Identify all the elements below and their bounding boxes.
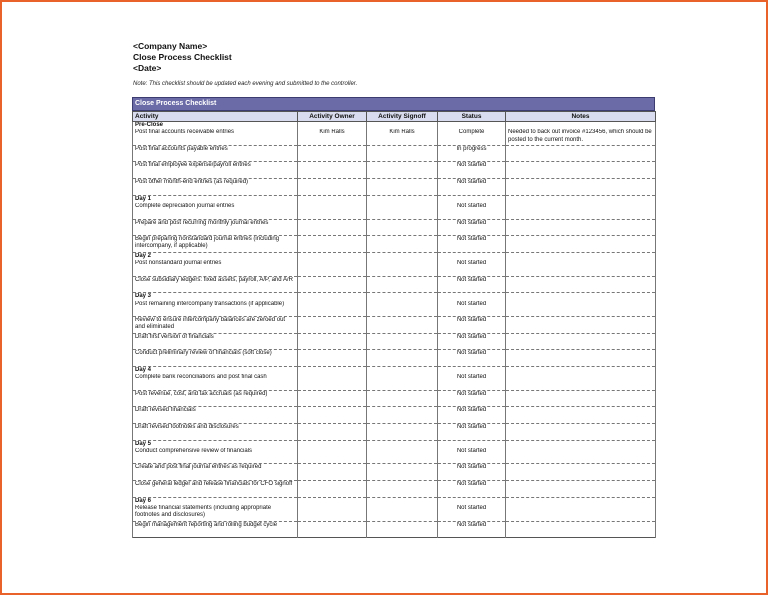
- activity-cell[interactable]: Post revenue, cost, and tax accruals (as required): [133, 390, 298, 407]
- activity-cell[interactable]: Post final accounts receivable entries: [133, 129, 298, 145]
- signoff-cell[interactable]: [367, 317, 438, 334]
- section-spacer-cell: [298, 195, 367, 203]
- status-cell[interactable]: Not started: [438, 407, 506, 424]
- checklist-sheet: [132, 97, 655, 538]
- table-row: [133, 374, 656, 390]
- section-spacer-cell: [438, 366, 506, 374]
- table-row: [133, 162, 656, 179]
- notes-cell[interactable]: [506, 145, 656, 162]
- table-row: [133, 423, 656, 440]
- signoff-cell[interactable]: [367, 521, 438, 538]
- activity-cell[interactable]: Draft revised footnotes and disclosures: [133, 423, 298, 440]
- table-row: [133, 448, 656, 464]
- signoff-cell[interactable]: [367, 219, 438, 236]
- column-header-owner[interactable]: Activity Owner: [298, 112, 367, 122]
- activity-cell[interactable]: Complete bank reconciliations and post final cash: [133, 374, 298, 390]
- status-cell[interactable]: Not started: [438, 219, 506, 236]
- activity-cell[interactable]: Draft first version of financials: [133, 333, 298, 350]
- section-spacer-cell: [367, 366, 438, 374]
- section-spacer-cell: [367, 293, 438, 301]
- section-spacer-cell: [298, 122, 367, 130]
- notes-cell[interactable]: [506, 317, 656, 334]
- section-row: [133, 440, 656, 448]
- signoff-cell[interactable]: Kim Ralls: [367, 129, 438, 145]
- table-row: [133, 236, 656, 253]
- table-row: [133, 301, 656, 317]
- activity-cell[interactable]: Close general ledger and release financials for CFO signoff: [133, 481, 298, 498]
- section-spacer-cell: [438, 195, 506, 203]
- section-spacer-cell: [506, 252, 656, 260]
- status-cell[interactable]: Not started: [438, 317, 506, 334]
- signoff-cell[interactable]: [367, 236, 438, 253]
- owner-cell[interactable]: [298, 301, 367, 317]
- signoff-cell[interactable]: [367, 481, 438, 498]
- activity-cell[interactable]: Create and post final journal entries as required: [133, 464, 298, 481]
- section-spacer-cell: [298, 440, 367, 448]
- notes-cell[interactable]: [506, 374, 656, 390]
- owner-cell[interactable]: [298, 260, 367, 276]
- section-spacer-cell: [367, 195, 438, 203]
- section-spacer-cell: [506, 366, 656, 374]
- owner-cell[interactable]: [298, 350, 367, 367]
- section-label: Day 6: [133, 497, 298, 505]
- owner-cell[interactable]: [298, 464, 367, 481]
- owner-cell[interactable]: [298, 390, 367, 407]
- owner-cell[interactable]: [298, 407, 367, 424]
- activity-cell[interactable]: Review to ensure intercompany balances are zeroed out and eliminated: [133, 317, 298, 334]
- section-spacer-cell: [506, 293, 656, 301]
- activity-cell[interactable]: Begin management reporting and rolling budget cycle: [133, 521, 298, 538]
- notes-cell[interactable]: Needed to back out invoice #123456, which should be posted to the current month.: [506, 129, 656, 145]
- signoff-cell[interactable]: [367, 260, 438, 276]
- signoff-cell[interactable]: [367, 448, 438, 464]
- table-row: [133, 317, 656, 334]
- section-spacer-cell: [298, 252, 367, 260]
- notes-cell[interactable]: [506, 301, 656, 317]
- notes-cell[interactable]: [506, 203, 656, 219]
- section-spacer-cell: [438, 293, 506, 301]
- owner-cell[interactable]: [298, 374, 367, 390]
- table-row: [133, 350, 656, 367]
- document-header: [133, 41, 232, 74]
- table-row: [133, 505, 656, 521]
- section-spacer-cell: [367, 497, 438, 505]
- owner-cell[interactable]: [298, 448, 367, 464]
- section-row: [133, 497, 656, 505]
- status-cell[interactable]: Not started: [438, 333, 506, 350]
- activity-cell[interactable]: Post nonstandard journal entries: [133, 260, 298, 276]
- notes-cell[interactable]: [506, 448, 656, 464]
- table-row: [133, 129, 656, 145]
- signoff-cell[interactable]: [367, 301, 438, 317]
- status-cell[interactable]: Not started: [438, 276, 506, 293]
- activity-cell[interactable]: Release financial statements (including appropriate footnotes and disclosures): [133, 505, 298, 521]
- notes-cell[interactable]: [506, 276, 656, 293]
- signoff-cell[interactable]: [367, 505, 438, 521]
- table-row: [133, 179, 656, 196]
- activity-cell[interactable]: Prepare and post recurring monthly journal entries: [133, 219, 298, 236]
- owner-cell[interactable]: [298, 276, 367, 293]
- status-cell[interactable]: Not started: [438, 162, 506, 179]
- signoff-cell[interactable]: [367, 276, 438, 293]
- table-row: [133, 276, 656, 293]
- notes-cell[interactable]: [506, 162, 656, 179]
- status-cell[interactable]: Not started: [438, 301, 506, 317]
- status-cell[interactable]: Not started: [438, 374, 506, 390]
- section-label: Day 3: [133, 293, 298, 301]
- notes-cell[interactable]: [506, 179, 656, 196]
- activity-cell[interactable]: Post remaining intercompany transactions (if applicable): [133, 301, 298, 317]
- section-spacer-cell: [438, 122, 506, 130]
- owner-cell[interactable]: [298, 203, 367, 219]
- owner-cell[interactable]: [298, 481, 367, 498]
- owner-cell[interactable]: [298, 145, 367, 162]
- signoff-cell[interactable]: [367, 464, 438, 481]
- section-spacer-cell: [298, 293, 367, 301]
- table-row: [133, 219, 656, 236]
- section-row: [133, 122, 656, 130]
- section-spacer-cell: [438, 252, 506, 260]
- column-header-signoff[interactable]: Activity Signoff: [367, 112, 438, 122]
- notes-cell[interactable]: [506, 464, 656, 481]
- owner-cell[interactable]: Kim Ralls: [298, 129, 367, 145]
- signoff-cell[interactable]: [367, 407, 438, 424]
- notes-cell[interactable]: [506, 390, 656, 407]
- status-cell[interactable]: Not started: [438, 464, 506, 481]
- status-cell[interactable]: Not started: [438, 521, 506, 538]
- column-header-status[interactable]: Status: [438, 112, 506, 122]
- notes-cell[interactable]: [506, 505, 656, 521]
- section-spacer-cell: [506, 440, 656, 448]
- signoff-cell[interactable]: [367, 423, 438, 440]
- notes-cell[interactable]: [506, 260, 656, 276]
- status-cell[interactable]: Not started: [438, 448, 506, 464]
- signoff-cell[interactable]: [367, 162, 438, 179]
- owner-cell[interactable]: [298, 333, 367, 350]
- activity-cell[interactable]: Complete depreciation journal entries: [133, 203, 298, 219]
- section-row: [133, 293, 656, 301]
- signoff-cell[interactable]: [367, 350, 438, 367]
- column-header-activity[interactable]: Activity: [133, 112, 298, 122]
- instruction-note: Note: This checklist should be updated each evening and submitted to the controller.: [133, 81, 358, 87]
- table-row: [133, 203, 656, 219]
- table-row: [133, 145, 656, 162]
- section-spacer-cell: [367, 440, 438, 448]
- activity-cell[interactable]: Conduct comprehensive review of financials: [133, 448, 298, 464]
- table-row: [133, 390, 656, 407]
- notes-cell[interactable]: [506, 423, 656, 440]
- checklist-body: [133, 122, 656, 538]
- section-row: [133, 195, 656, 203]
- status-cell[interactable]: Not started: [438, 390, 506, 407]
- section-label: Pre-Close: [133, 122, 298, 130]
- status-cell[interactable]: Complete: [438, 129, 506, 145]
- section-label: Day 5: [133, 440, 298, 448]
- section-spacer-cell: [298, 497, 367, 505]
- status-cell[interactable]: Not started: [438, 179, 506, 196]
- signoff-cell[interactable]: [367, 374, 438, 390]
- section-spacer-cell: [506, 497, 656, 505]
- signoff-cell[interactable]: [367, 390, 438, 407]
- activity-cell[interactable]: Begin preparing nonstandard journal entries (including intercompany, if applicable): [133, 236, 298, 253]
- signoff-cell[interactable]: [367, 203, 438, 219]
- section-spacer-cell: [298, 366, 367, 374]
- activity-cell[interactable]: Draft revised financials: [133, 407, 298, 424]
- notes-cell[interactable]: [506, 219, 656, 236]
- document-date: <Date>: [133, 63, 162, 73]
- section-spacer-cell: [438, 440, 506, 448]
- status-cell[interactable]: Not started: [438, 260, 506, 276]
- owner-cell[interactable]: [298, 505, 367, 521]
- notes-cell[interactable]: [506, 481, 656, 498]
- table-row: [133, 464, 656, 481]
- owner-cell[interactable]: [298, 423, 367, 440]
- checklist-table: [132, 111, 656, 538]
- status-cell[interactable]: Not started: [438, 481, 506, 498]
- section-spacer-cell: [438, 497, 506, 505]
- document-title: Close Process Checklist: [133, 52, 232, 62]
- owner-cell[interactable]: [298, 236, 367, 253]
- status-cell[interactable]: Not started: [438, 505, 506, 521]
- owner-cell[interactable]: [298, 219, 367, 236]
- column-header-notes[interactable]: Notes: [506, 112, 656, 122]
- section-label: Day 1: [133, 195, 298, 203]
- notes-cell[interactable]: [506, 407, 656, 424]
- section-spacer-cell: [367, 122, 438, 130]
- signoff-cell[interactable]: [367, 145, 438, 162]
- notes-cell[interactable]: [506, 521, 656, 538]
- owner-cell[interactable]: [298, 521, 367, 538]
- owner-cell[interactable]: [298, 179, 367, 196]
- table-row: [133, 521, 656, 538]
- status-cell[interactable]: Not started: [438, 350, 506, 367]
- owner-cell[interactable]: [298, 317, 367, 334]
- signoff-cell[interactable]: [367, 333, 438, 350]
- status-cell[interactable]: Not started: [438, 203, 506, 219]
- status-cell[interactable]: Not started: [438, 423, 506, 440]
- section-spacer-cell: [506, 122, 656, 130]
- activity-cell[interactable]: Conduct preliminary review of financials (soft close): [133, 350, 298, 367]
- section-row: [133, 252, 656, 260]
- section-row: [133, 366, 656, 374]
- activity-cell[interactable]: Post final accounts payable entries: [133, 145, 298, 162]
- activity-cell[interactable]: Close subsidiary ledgers: fixed assets, payroll, A/P, and A/R: [133, 276, 298, 293]
- table-row: [133, 481, 656, 498]
- status-cell[interactable]: In progress: [438, 145, 506, 162]
- notes-cell[interactable]: [506, 236, 656, 253]
- company-name: <Company Name>: [133, 41, 208, 51]
- status-cell[interactable]: Not started: [438, 236, 506, 253]
- header-row: [133, 112, 656, 122]
- notes-cell[interactable]: [506, 333, 656, 350]
- table-row: [133, 333, 656, 350]
- section-spacer-cell: [506, 195, 656, 203]
- section-label: Day 2: [133, 252, 298, 260]
- owner-cell[interactable]: [298, 162, 367, 179]
- signoff-cell[interactable]: [367, 179, 438, 196]
- activity-cell[interactable]: Post other month-end entries (as required): [133, 179, 298, 196]
- section-spacer-cell: [367, 252, 438, 260]
- table-row: [133, 407, 656, 424]
- table-row: [133, 260, 656, 276]
- checklist-banner: Close Process Checklist: [132, 97, 655, 111]
- notes-cell[interactable]: [506, 350, 656, 367]
- section-label: Day 4: [133, 366, 298, 374]
- activity-cell[interactable]: Post final employee expense/payroll entries: [133, 162, 298, 179]
